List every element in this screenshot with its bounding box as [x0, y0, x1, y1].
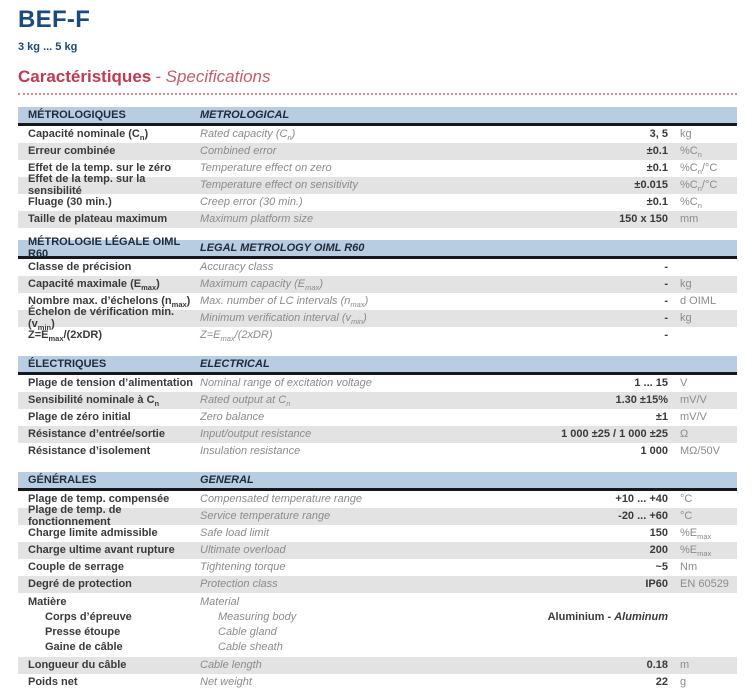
row-value: 0.18 [646, 659, 668, 672]
material-line [18, 610, 737, 625]
spec-row [18, 674, 737, 691]
row-label-fr: Classe de précision [28, 261, 132, 274]
spec-row [18, 276, 737, 293]
row-unit: °C [680, 493, 693, 506]
row-label-en: Maximum capacity $(E_{max})$ [200, 278, 323, 293]
row-label-en: Insulation resistance [200, 445, 301, 458]
row-label-en: Maximum platform size [200, 213, 314, 226]
row-unit: kg [680, 278, 692, 291]
row-label-en: Service temperature range [200, 510, 331, 523]
row-unit: $\%E_{max}$ [680, 527, 712, 542]
row-value: - [664, 312, 668, 325]
spec-section [18, 356, 737, 460]
row-value: - [664, 278, 668, 291]
row-label-fr: Sensibilité nominale à $C_n$ [28, 394, 160, 409]
row-value: -20 ... +60 [618, 510, 668, 523]
row-label-fr: $Z=E_{max}/(2xDR)$ [28, 329, 103, 344]
row-value: 1 000 [640, 445, 668, 458]
section-header-fr: GÉNÉRALES [28, 473, 97, 486]
material-value-sep: - [604, 611, 615, 624]
material-label-fr: Presse étoupe [45, 626, 121, 639]
row-value: 200 [649, 544, 668, 557]
row-value: 3, 5 [649, 128, 668, 141]
row-value: 150 [649, 527, 668, 540]
row-label-fr: Plage de zéro initial [28, 411, 131, 424]
row-label-fr: Erreur combinée [28, 145, 116, 158]
spec-section [18, 472, 737, 691]
row-label-en: Temperature effect on sensitivity [200, 179, 358, 192]
row-label-en: $Z=E_{max}/(2xDR)$ [200, 329, 273, 344]
spec-row [18, 409, 737, 426]
row-label-en: Cable length [200, 659, 262, 672]
section-header [18, 472, 737, 491]
row-label-en: Max. number of LC intervals $(n_{max})$ [200, 295, 369, 310]
row-unit: mV/V [680, 411, 707, 424]
material-label-en: Measuring body [218, 611, 297, 624]
section-header [18, 356, 737, 375]
spec-section [18, 107, 737, 228]
row-label-en: Tightening torque [200, 561, 286, 574]
row-unit: kg [680, 312, 692, 325]
row-label-fr: Effet de la temp. sur le zéro [28, 162, 172, 175]
row-label-fr: Charge ultime avant rupture [28, 544, 175, 557]
row-label-fr: Degré de protection [28, 578, 132, 591]
spec-row [18, 375, 737, 392]
row-value: 1 000 ±25 / 1 000 ±25 [561, 428, 668, 441]
row-label-fr: Capacité nominale $(C_n)$ [28, 128, 149, 143]
row-label-en: Combined error [200, 145, 277, 158]
row-value: +10 ... +40 [615, 493, 668, 506]
row-label-en: Input/output resistance [200, 428, 312, 441]
section-header-en: ELECTRICAL [200, 357, 270, 370]
row-value: - [664, 261, 668, 274]
row-value: 22 [655, 676, 668, 689]
spec-table [18, 107, 737, 691]
spec-row [18, 126, 737, 143]
row-label-fr: Plage de tension d’alimentation [28, 377, 194, 390]
row-label-fr: Capacité maximale $(E_{max})$ [28, 278, 160, 293]
row-label-fr: Résistance d’entrée/sortie [28, 428, 165, 441]
row-unit: mm [680, 213, 699, 226]
row-unit: $\%C_n$ [680, 145, 702, 160]
material-value-en: Aluminum [614, 611, 668, 624]
section-heading [18, 68, 737, 95]
material-line [18, 640, 737, 655]
section-header-fr: MÉTROLOGIQUES [28, 108, 126, 121]
spec-row [18, 426, 737, 443]
spec-row [18, 259, 737, 276]
row-label-fr: Nombre max. d’échelons $(n_{max})$ [28, 295, 191, 310]
row-unit: °C [680, 510, 693, 523]
row-label-fr: Poids net [28, 676, 78, 689]
heading-fr: Caractéristiques [18, 67, 152, 86]
material-label-fr: Matière [28, 596, 67, 609]
row-value: ±0.015 [634, 179, 668, 192]
row-label-fr: Charge limite admissible [28, 527, 158, 540]
row-value: - [664, 329, 668, 342]
row-value: 1.30 ±15% [615, 394, 668, 407]
row-label-en: Accuracy class [200, 261, 274, 274]
row-unit: $\%C_n$ [680, 196, 702, 211]
row-label-en: Rated capacity $(C_n)$ [200, 128, 296, 143]
row-unit: m [680, 659, 690, 672]
row-unit: $\%C_n/^\circ C$ [680, 179, 718, 194]
section-header [18, 235, 737, 260]
material-label-fr: Gaine de câble [45, 641, 123, 654]
row-value: ~5 [655, 561, 668, 574]
spec-row [18, 173, 737, 198]
spec-row [18, 306, 737, 333]
row-label-fr: Plage de temp. de fonctionnement [28, 504, 122, 529]
row-label-fr: Résistance d’isolement [28, 445, 151, 458]
spec-row [18, 657, 737, 674]
row-value: ±0.1 [646, 162, 668, 175]
section-header-en: METROLOGICAL [200, 108, 290, 121]
product-title: BEF-F [18, 6, 91, 33]
section-header [18, 107, 737, 126]
spec-row [18, 525, 737, 542]
heading-en: - Specifications [155, 67, 271, 86]
row-label-fr: Longueur du câble [28, 659, 127, 672]
row-unit: $\%C_n/^\circ C$ [680, 162, 718, 177]
row-unit: Nm [680, 561, 698, 574]
material-block [18, 593, 737, 657]
row-label-en: Temperature effect on zero [200, 162, 332, 175]
material-label-en: Material [200, 596, 240, 609]
row-value: ±0.1 [646, 196, 668, 209]
spec-row [18, 504, 737, 529]
material-line [18, 595, 737, 610]
row-unit: mV/V [680, 394, 707, 407]
row-label-en: Nominal range of excitation voltage [200, 377, 372, 390]
row-unit: V [680, 377, 688, 390]
material-label-en: Cable gland [218, 626, 277, 639]
row-label-fr: Effet de la temp. sur la sensibilité [28, 173, 146, 198]
spec-row [18, 194, 737, 211]
material-label-fr: Corps d’épreuve [45, 611, 132, 624]
row-label-en: Zero balance [200, 411, 265, 424]
row-value: 150 x 150 [619, 213, 668, 226]
spec-row [18, 443, 737, 460]
row-label-en: Minimum verification interval $(v_{min})$ [200, 312, 367, 327]
row-value: - [664, 295, 668, 308]
material-line [18, 625, 737, 640]
row-label-en: Protection class [200, 578, 278, 591]
row-label-en: Creep error (30 min.) [200, 196, 303, 209]
spec-row [18, 559, 737, 576]
row-unit: kg [680, 128, 692, 141]
spec-row [18, 143, 737, 160]
material-value-fr: Aluminium [547, 611, 605, 624]
row-value: 1 ... 15 [634, 377, 668, 390]
capacity-range: 3 kg ... 5 kg [18, 41, 78, 53]
row-label-fr: Échelon de vérification min. $(v_{min})$ [28, 306, 175, 333]
section-header-fr: ÉLECTRIQUES [28, 357, 107, 370]
row-label-en: Safe load limit [200, 527, 270, 540]
row-label-fr: Couple de serrage [28, 561, 124, 574]
material-label-en: Cable sheath [218, 641, 283, 654]
row-unit: d OIML [680, 295, 717, 308]
row-label-fr: Plage de temp. compensée [28, 493, 170, 506]
section-header-en: GENERAL [200, 473, 254, 486]
spec-row [18, 327, 737, 344]
spec-row [18, 211, 737, 228]
row-unit: Ω [680, 428, 689, 441]
row-label-fr: Fluage (30 min.) [28, 196, 112, 209]
row-label-en: Net weight [200, 676, 252, 689]
spec-row [18, 542, 737, 559]
section-header-fr: MÉTROLOGIE LÉGALE OIML R60 [28, 235, 180, 260]
spec-section [18, 235, 737, 344]
row-value: ±0.1 [646, 145, 668, 158]
row-unit: EN 60529 [680, 578, 729, 591]
row-unit: $\%E_{max}$ [680, 544, 712, 559]
row-label-en: Rated output at $C_n$ [200, 394, 291, 409]
spec-row [18, 392, 737, 409]
row-value: ±1 [655, 411, 668, 424]
row-label-en: Ultimate overload [200, 544, 286, 557]
section-header-en: LEGAL METROLOGY OIML R60 [200, 241, 365, 254]
row-label-en: Compensated temperature range [200, 493, 363, 506]
row-unit: MΩ/50V [680, 445, 721, 458]
spec-row [18, 576, 737, 593]
row-unit: g [680, 676, 687, 689]
row-value: IP60 [645, 578, 668, 591]
material-value [488, 611, 668, 623]
row-label-fr: Taille de plateau maximum [28, 213, 168, 226]
